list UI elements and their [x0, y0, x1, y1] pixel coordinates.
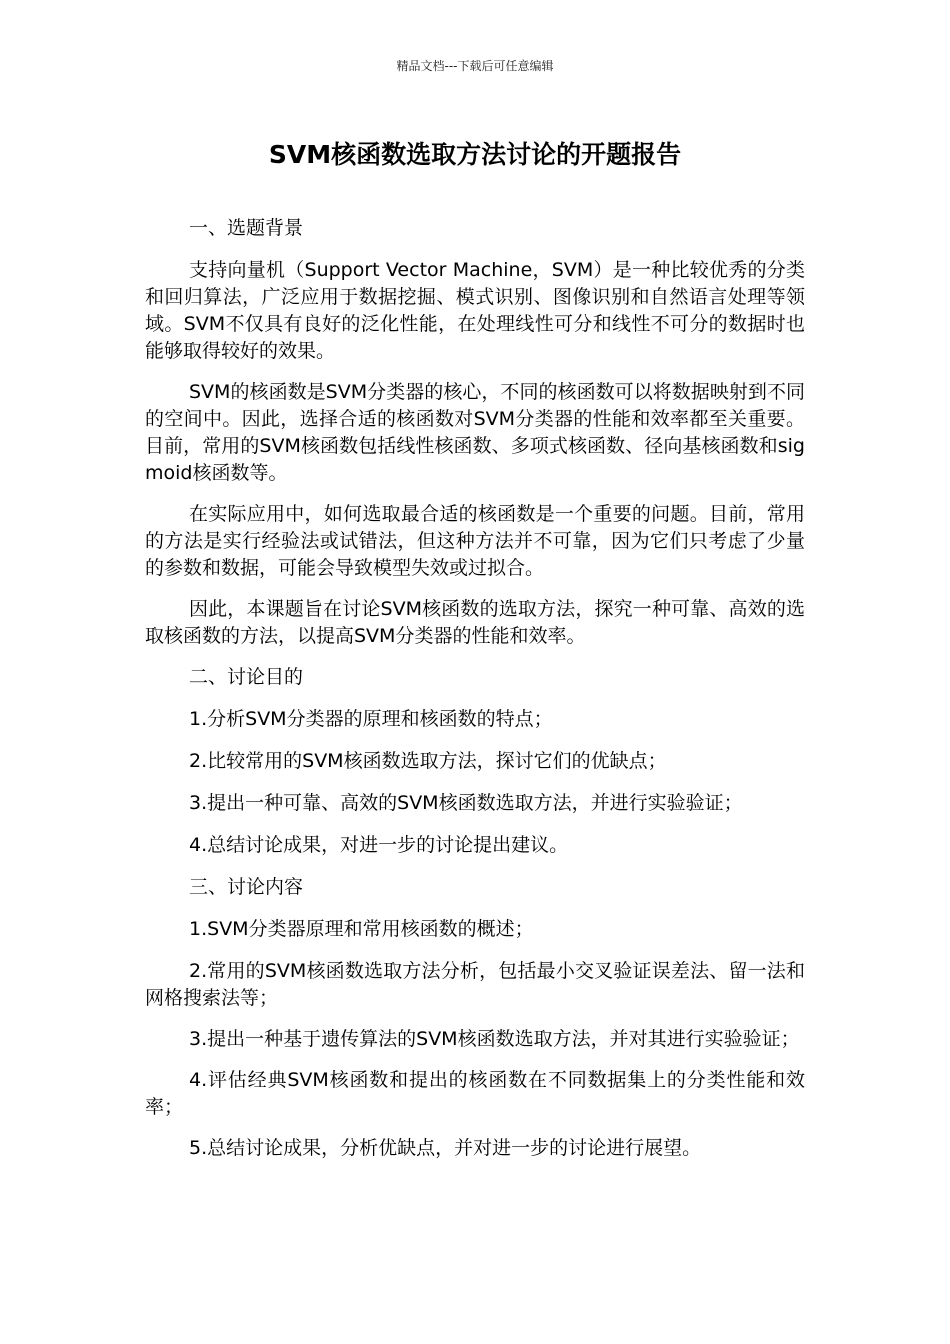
- section-heading-purpose: 二、讨论目的: [189, 666, 304, 688]
- content-item: 5.总结讨论成果，分析优缺点，并对进一步的讨论进行展望。: [189, 1137, 702, 1159]
- background-paragraph-1: 支持向量机（Support Vector Machine，SVM）是一种比较优秀的分类和回归算法，广泛应用于数据挖掘、模式识别、图像识别和自然语言处理等领域。SVM不仅具有良好的泛化性能，在处理线性可分和线性不可分的数据时也能够取得较好的效果。: [145, 259, 805, 362]
- document-body: [145, 215, 805, 1176]
- document-title: SVM核函数选取方法讨论的开题报告: [268, 140, 682, 169]
- purpose-item: 3.提出一种可靠、高效的SVM核函数选取方法，并进行实验验证；: [189, 792, 743, 814]
- content-item: 2.常用的SVM核函数选取方法分析，包括最小交叉验证误差法、留一法和网格搜索法等；: [145, 960, 805, 1009]
- purpose-item: 4.总结讨论成果，对进一步的讨论提出建议。: [189, 834, 569, 856]
- content-item: 1.SVM分类器原理和常用核函数的概述；: [189, 918, 534, 940]
- content-item: 3.提出一种基于遗传算法的SVM核函数选取方法，并对其进行实验验证；: [189, 1028, 800, 1050]
- section-heading-background: 一、选题背景: [189, 217, 304, 239]
- purpose-item: 1.分析SVM分类器的原理和核函数的特点；: [189, 708, 553, 730]
- section-heading-content: 三、讨论内容: [189, 876, 304, 898]
- background-paragraph-3: 在实际应用中，如何选取最合适的核函数是一个重要的问题。目前，常用的方法是实行经验法或试错法，但这种方法并不可靠，因为它们只考虑了少量的参数和数据，可能会导致模型失效或过拟合。: [145, 503, 805, 579]
- background-paragraph-2: SVM的核函数是SVM分类器的核心，不同的核函数可以将数据映射到不同的空间中。因此，选择合适的核函数对SVM分类器的性能和效率都至关重要。目前，常用的SVM核函数包括线性核函数、多项式核函数、径向基核函数和sigmoid核函数等。: [145, 381, 805, 484]
- page-header-note: 精品文档---下载后可任意编辑: [396, 59, 554, 73]
- purpose-item: 2.比较常用的SVM核函数选取方法，探讨它们的优缺点；: [189, 750, 667, 772]
- background-paragraph-4: 因此，本课题旨在讨论SVM核函数的选取方法，探究一种可靠、高效的选取核函数的方法，以提高SVM分类器的性能和效率。: [145, 598, 805, 647]
- content-item: 4.评估经典SVM核函数和提出的核函数在不同数据集上的分类性能和效率；: [145, 1069, 805, 1118]
